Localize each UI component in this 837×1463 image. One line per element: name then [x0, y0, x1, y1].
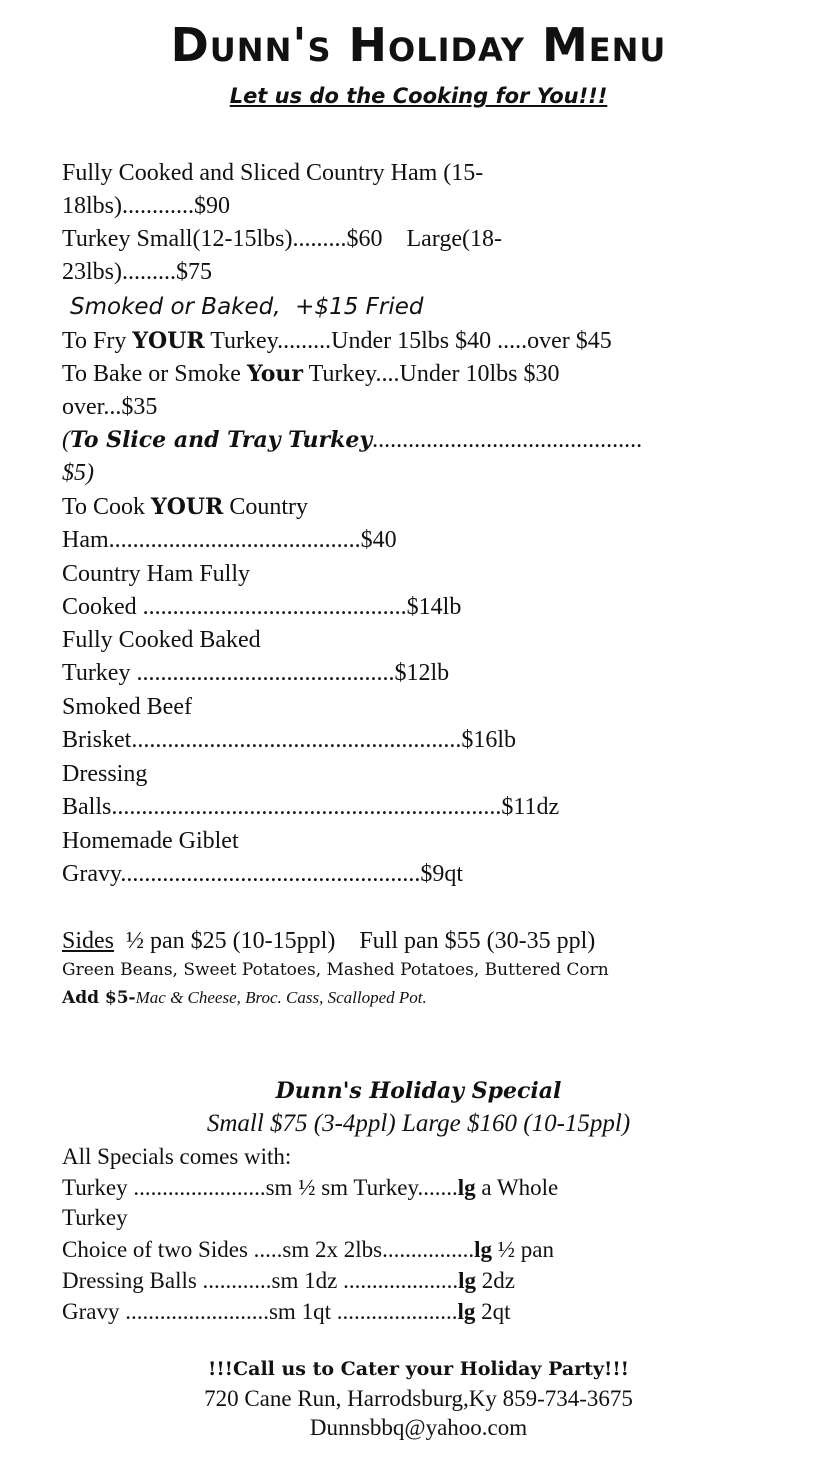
baked-turkey-line-1: Fully Cooked Baked: [62, 627, 261, 653]
special-turkey-line-2: Turkey: [62, 1205, 128, 1230]
ham-line-1: Fully Cooked and Sliced Country Ham (15-: [62, 160, 484, 186]
brisket-line-2: Brisket.......................................................$16lb: [62, 727, 516, 753]
gravy-line-1: Homemade Giblet: [62, 828, 239, 854]
special-dressing-line: Dressing Balls ............sm 1dz ....................lg 2dz: [62, 1268, 515, 1293]
dressing-line-1: Dressing: [62, 761, 148, 787]
country-ham-line-2: Cooked ............................................$14lb: [62, 594, 462, 620]
special-gravy-line: Gravy .........................sm 1qt .....................lg 2qt: [62, 1299, 511, 1324]
special-pricing: Small $75 (3-4ppl) Large $160 (10-15ppl): [206, 1110, 631, 1137]
menu-tagline: Let us do the Cooking for You!!!: [229, 84, 608, 108]
cater-call-to-action: !!!Call us to Cater your Holiday Party!!!: [207, 1358, 629, 1380]
special-title: Dunn's Holiday Special: [275, 1078, 562, 1104]
menu-title: Dunn's Holiday Menu: [170, 18, 667, 72]
bake-smoke-turkey-line: To Bake or Smoke Your Turkey....Under 10lbs $30: [62, 361, 560, 387]
ham-line-2: 18lbs)............$90: [62, 193, 230, 219]
smoked-or-baked-note: Smoked or Baked, +$15 Fried: [70, 294, 424, 320]
email-address[interactable]: Dunnsbbq@yahoo.com: [309, 1415, 528, 1440]
special-sides-line: Choice of two Sides .....sm 2x 2lbs................lg ½ pan: [62, 1237, 554, 1262]
country-ham-line-1: Country Ham Fully: [62, 561, 251, 587]
sides-list: Green Beans, Sweet Potatoes, Mashed Potatoes, Buttered Corn: [62, 960, 609, 980]
sides-pricing-line: Sides ½ pan $25 (10-15ppl) Full pan $55 (30-35 ppl): [62, 928, 596, 954]
sides-add-line: Add $5-Mac & Cheese, Broc. Cass, Scalloped Pot.: [62, 988, 427, 1008]
gravy-line-2: Gravy..................................................$9qt: [62, 861, 464, 887]
cook-country-ham-line: To Cook YOUR Country: [62, 494, 309, 520]
cook-country-ham-price: Ham..........................................$40: [62, 527, 397, 553]
baked-turkey-line-2: Turkey ...........................................$12lb: [62, 660, 450, 686]
fry-your-turkey-line: To Fry YOUR Turkey.........Under 15lbs $40 .....over $45: [62, 328, 612, 354]
turkey-line-2: 23lbs).........$75: [62, 259, 212, 285]
slice-tray-turkey-price: $5): [62, 460, 94, 486]
special-intro: All Specials comes with:: [62, 1144, 292, 1169]
brisket-line-1: Smoked Beef: [62, 694, 192, 720]
slice-tray-turkey-line: (To Slice and Tray Turkey.............................................: [62, 427, 643, 453]
address-phone: 720 Cane Run, Harrodsburg,Ky 859-734-3675: [204, 1386, 633, 1411]
dressing-line-2: Balls.................................................................$11dz: [62, 794, 560, 820]
bake-smoke-turkey-line-2: over...$35: [62, 394, 158, 420]
special-turkey-line: Turkey .......................sm ½ sm Turkey.......lg a Whole: [62, 1175, 559, 1200]
turkey-line-1: Turkey Small(12-15lbs).........$60 Large(18-: [62, 226, 502, 252]
